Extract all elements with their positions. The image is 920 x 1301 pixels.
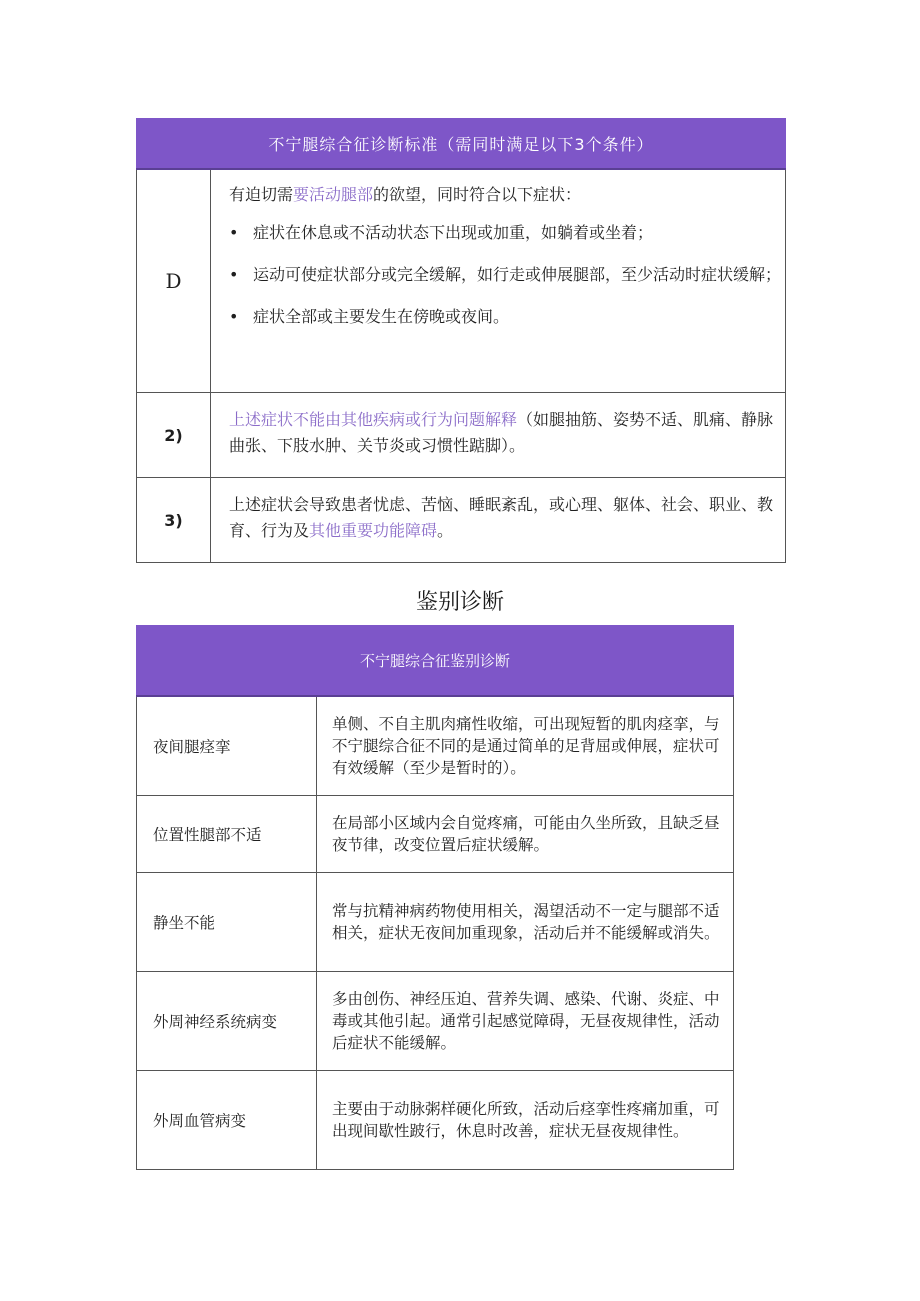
highlight-text: 上述症状不能由其他疾病或行为问题解释 [229,410,518,429]
condition-name: 外周神经系统病变 [137,972,317,1070]
criteria-content [211,393,785,477]
condition-description: 在局部小区域内会自觉疼痛，可能由久坐所致，且缺乏昼夜节律，改变位置后症状缓解。 [332,814,720,854]
list-item [229,262,785,288]
list-item-text: 运动可使症状部分或完全缓解，如行走或伸展腿部，至少活动时症状缓解； [253,265,782,284]
criteria-intro [229,182,785,208]
text-segment: 上述症状会导致患者忧虑、苦恼、睡眠紊乱，或心理、躯体、社会、职业、教育、行为及 [229,495,774,540]
bullet-icon: • [229,307,239,326]
criteria-key: 3) [137,478,211,562]
condition-name: 夜间腿痉挛 [137,697,317,795]
criteria-content [211,478,785,562]
diagnostic-criteria-table [136,118,786,563]
condition-description: 主要由于动脉粥样硬化所致，活动后痉挛性疼痛加重，可出现间歇性跛行，休息时改善，症状无昼夜规律性。 [332,1100,720,1140]
condition-name: 位置性腿部不适 [137,796,317,872]
text-segment: 。 [437,521,454,540]
criteria-content [211,170,785,392]
condition-description: 多由创伤、神经压迫、营养失调、感染、代谢、炎症、中毒或其他引起。通常引起感觉障碍，无昼夜规律性，活动后症状不能缓解。 [332,990,720,1052]
criteria-table-header: 不宁腿综合征诊断标准（需同时满足以下3个条件） [136,118,786,170]
table-row [136,972,734,1071]
symptom-list [229,220,785,330]
highlight-text: 其他重要功能障碍 [309,521,438,540]
table-row [136,873,734,972]
list-item-text: 症状在休息或不活动状态下出现或加重，如躺着或坐着； [253,223,654,242]
bullet-icon: • [229,223,239,242]
table-row [136,1071,734,1170]
criteria-key: 2) [137,393,211,477]
table-row [136,796,734,873]
text-segment: 的欲望，同时符合以下症状： [373,185,582,204]
condition-name: 静坐不能 [137,873,317,971]
section-title: 鉴别诊断 [415,590,504,615]
differential-table-header: 不宁腿综合征鉴别诊断 [136,625,734,697]
text-segment: （如腿抽筋、姿势不适、肌痛、静脉曲张、下肢水肿、关节炎或习惯性踮脚）。 [229,410,774,455]
highlight-text: 要活动腿部 [293,185,374,204]
differential-diagnosis-table [136,625,734,1170]
condition-description: 常与抗精神病药物使用相关，渴望活动不一定与腿部不适相关，症状无夜间加重现象，活动后并不能缓解或消失。 [332,902,720,942]
criteria-key: D [137,170,211,392]
table-row [136,478,786,563]
condition-description: 单侧、不自主肌肉痛性收缩，可出现短暂的肌肉痉挛，与不宁腿综合征不同的是通过简单的足背屈或伸展，症状可有效缓解（至少是暂时的）。 [332,715,720,777]
list-item [229,220,785,246]
table-row [136,697,734,796]
table-row [136,170,786,393]
bullet-icon: • [229,265,239,284]
list-item-text: 症状全部或主要发生在傍晚或夜间。 [253,307,510,326]
table-row [136,393,786,478]
text-segment: 有迫切需 [229,185,294,204]
list-item [229,304,785,330]
condition-name: 外周血管病变 [137,1071,317,1169]
